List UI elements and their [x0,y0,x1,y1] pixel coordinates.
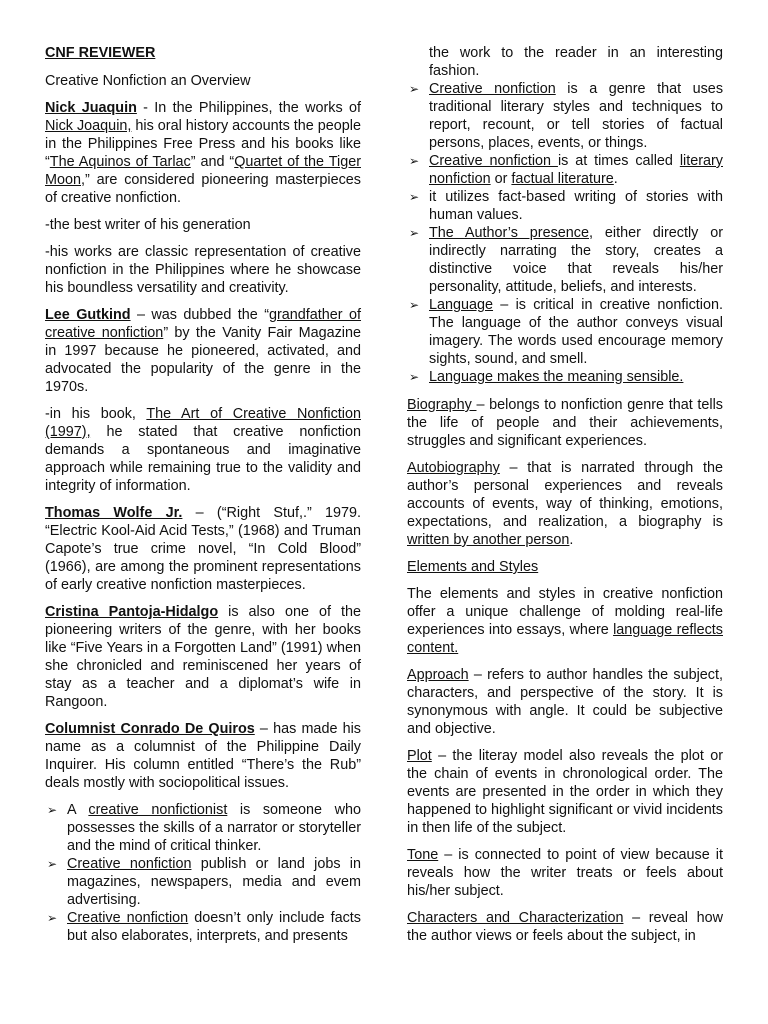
text: - In the Philippines, the works of [136,100,362,116]
underlined-text: language reflects content. [407,622,723,656]
underlined-text: The Aquinos of Tarlac [49,154,191,170]
text: – is critical in creative nonfiction. The language of the author conveys visual imagery. The words used encourage memory sights, sound, and smell. [429,297,723,367]
text: it utilizes fact-based writing of stories with human values. [429,189,723,223]
text: A [67,802,89,818]
term: Tone [407,847,439,863]
author-name: Nick Juaquin [45,100,137,116]
text: – reveal how the author views or feels about the subject, in [407,910,724,944]
arrow-bullet-icon: ➢ [409,190,420,204]
underlined-text: grandfather of creative nonfiction [45,307,362,341]
paragraph-best-writer: -the best writer of his generation [45,217,251,233]
text: is at times called [557,153,680,169]
term: Characters and Characterization [407,910,624,926]
text: . [613,171,618,187]
author-name: Columnist Conrado De Quiros [45,721,255,737]
text: publish or land jobs in magazines, newspapers, media and evem advertising. [67,856,362,908]
term: Biography [407,397,477,413]
text: . [569,532,574,548]
arrow-bullet-icon: ➢ [47,857,58,871]
list-item [45,855,361,909]
term: Approach [407,667,469,683]
paragraph-autobiography [407,459,723,549]
underlined-text: Creative nonfiction [429,81,556,97]
text: ,” are considered pioneering masterpieces of creative nonfiction. [45,172,361,206]
underlined-text: Creative nonfiction [429,153,558,169]
paragraph-cristina-hidalgo [45,603,361,711]
underlined-text: factual literature [511,171,614,187]
text: – the literay model also reveals the plot or the chain of events in chronological order. The events are presented in the order in which they happened to highlight significant or vivid incidents in then life of the subject. [407,748,723,836]
paragraph-thomas-wolfe [45,504,361,594]
underlined-text: literary nonfiction [429,153,723,187]
paragraph-lee-gutkind [45,306,361,396]
continued-text: the work to the reader in an interesting fashion. [429,45,723,79]
author-name: Cristina Pantoja-Hidalgo [45,604,219,620]
term: Autobiography [407,460,500,476]
underlined-text: The Art of Creative Nonfiction (1997), [45,406,361,440]
text: ” and “ [190,154,235,170]
text: either directly or indirectly narrating the story, creates a distinctive voice that reveals his/her personality, attitude, beliefs, and interests. [429,225,724,295]
underlined-text: Nick Joaquin, [45,118,132,134]
arrow-bullet-icon: ➢ [409,370,420,384]
term: Plot [407,748,432,764]
text: is someone who possesses the skills of a narrator or storyteller and the mind of critical thinker. [67,802,361,854]
text: – (“Right Stuf,.” 1979. “Electric Kool-Aid Acid Tests,” (1968) and Truman Capote’s true crime novel, “In Cold Blood” (1966), are among the prominent representations of early creative nonfiction masterpieces. [45,505,362,593]
document-title: CNF REVIEWER [45,45,156,61]
right-column [407,44,723,954]
paragraph-approach [407,666,723,738]
arrow-bullet-icon: ➢ [409,82,420,96]
underlined-text: written by another person [407,532,570,548]
list-item [407,296,723,368]
arrow-bullet-icon: ➢ [409,298,420,312]
author-name: Lee Gutkind [45,307,131,323]
text: – refers to author handles the subject, characters, and perspective of the story. It is synonymous with angle. It could be subjective and objective. [407,667,723,737]
list-item [407,80,723,152]
left-column [45,44,361,955]
paragraph-plot [407,747,723,837]
paragraph-classic-works: -his works are classic representation of creative nonfiction in the Philippines where he showcase his boundless versatility and creativity. [45,244,361,296]
underlined-text: Language makes the meaning sensible. [429,369,684,385]
paragraph-conrado-de-quiros [45,720,361,792]
underlined-text: Language [429,297,494,313]
text: is also one of the pioneering writers of the genre, with her books like “Five Years in a Forgotten Land” (1991) when she chronicled and reminiscened her years of stay as a teacher and a diplomat’s wife in Rangoon. [45,604,361,710]
paragraph-nick-joaquin [45,99,361,207]
text: doesn’t only include facts but also elaborates, interprets, and presents [67,910,362,944]
paragraph-characters [407,909,723,945]
text: -in his book, [45,406,147,422]
text: – is connected to point of view because it reveals how the writer treats or feels about his/her subject. [407,847,723,899]
text: or [490,171,512,187]
text: – belongs to nonfiction genre that tells the life of people and their achievements, struggles and significant experiences. [407,397,723,449]
underlined-text: Creative nonfiction [67,856,192,872]
list-item [407,368,723,386]
text: – has made his name as a columnist of the Philippine Daily Inquirer. His column entitled “There’s the Rub” deals mostly with sociopolitical issues. [45,721,362,791]
text: he stated that creative nonfiction demands a spontaneous and imaginative approach while remaining true to the validity and integrity of information. [45,424,361,494]
underlined-text: Quartet of the Tiger Moon [45,154,361,188]
list-item [45,801,361,855]
list-item [407,188,723,224]
list-item [407,152,723,188]
paragraph-biography [407,396,723,450]
text: his oral history accounts the people in the Philippines Free Press and his books like “ [45,118,361,170]
bullet-list [45,801,361,945]
arrow-bullet-icon: ➢ [409,226,420,240]
section-heading: Elements and Styles [407,559,539,575]
arrow-bullet-icon: ➢ [409,154,420,168]
list-item [45,909,361,945]
text: – was dubbed the “ [130,307,269,323]
text: The elements and styles in creative nonfiction offer a unique challenge of molding real-life experiences into essays, where [407,586,723,638]
text: ” by the Vanity Fair Magazine in 1997 because he pioneered, activated, and advocated the popularity of the genre in the 1970s. [45,325,361,395]
text: is a genre that uses traditional literary styles and techniques to report, recount, or tell stories of factual persons, places, events, or things. [429,81,724,151]
author-name: Thomas Wolfe Jr. [45,505,183,521]
bullet-list [407,80,723,386]
arrow-bullet-icon: ➢ [47,803,58,817]
section-subtitle: Creative Nonfiction an Overview [45,73,251,89]
paragraph-art-of-cnf [45,405,361,495]
underlined-text: Creative nonfiction [67,910,189,926]
paragraph-elements [407,585,723,657]
arrow-bullet-icon: ➢ [47,911,58,925]
list-item [407,224,723,296]
underlined-text: creative nonfictionist [88,802,228,818]
underlined-text: The Author’s presence, [429,225,594,241]
text: – that is narrated through the author’s personal experiences and reveals accounts of events, way of thinking, emotions, expectations, and realization, a biography is [407,460,723,530]
paragraph-tone [407,846,723,900]
